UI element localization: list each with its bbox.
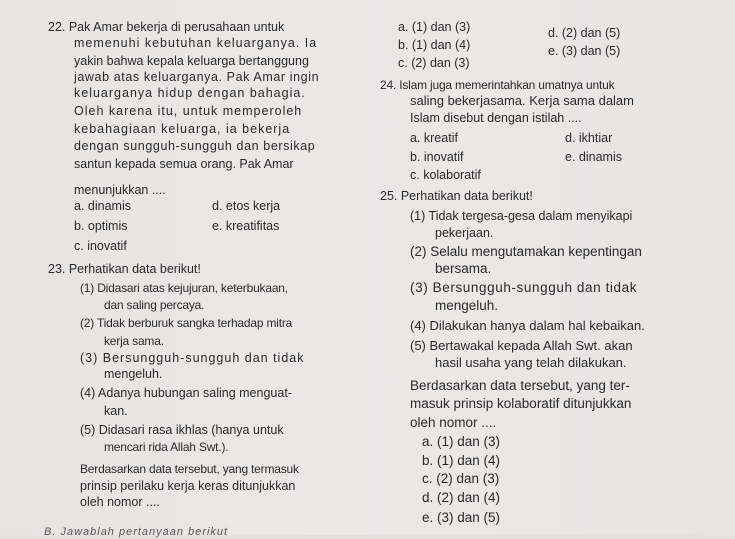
prev-answer-a: a. (1) dan (3) (398, 20, 471, 34)
prev-answer-c: c. (2) dan (3) (398, 56, 470, 70)
q25-statement-4: (4) Dilakukan hanya dalam hal kebaikan. (410, 318, 645, 333)
q24-option-e: e. dinamis (565, 150, 622, 164)
q22-option-e: e. kreatifitas (212, 219, 280, 233)
q22-line-3: yakin bahwa kepala keluarga bertanggung (74, 54, 309, 68)
q25-statement-3b: mengeluh. (435, 298, 499, 313)
q22-line-5: keluarganya hidup dengan bahagia. (74, 86, 306, 100)
prev-answer-d: d. (2) dan (5) (548, 26, 621, 40)
q23-statement-2b: kerja sama. (104, 334, 164, 348)
q22-line-1: 22. Pak Amar bekerja di perusahaan untuk (48, 20, 285, 34)
q24-line-3: Islam disebut dengan istilah .... (410, 111, 582, 125)
q22-option-c: c. inovatif (74, 239, 127, 253)
q23-statement-5: (5) Didasari rasa ikhlas (hanya untuk (80, 423, 284, 437)
q25-stem: 25. Perhatikan data berikut! (380, 189, 533, 203)
q25-statement-5b: hasil usaha yang telah dilakukan. (435, 355, 627, 370)
q25-closing-3: oleh nomor .... (410, 415, 497, 430)
q23-closing-2: prinsip perilaku kerja keras ditunjukkan (80, 479, 296, 493)
q23-statement-3b: mengeluh. (104, 367, 163, 381)
q23-statement-1b: dan saling percaya. (104, 298, 205, 312)
q24-line-1: 24. Islam juga memerintahkan umatnya untuk (380, 78, 615, 92)
prev-answer-b: b. (1) dan (4) (398, 38, 471, 52)
q22-line-9: santun kepada semua orang. Pak Amar (74, 157, 294, 171)
q25-closing-1: Berdasarkan data tersebut, yang ter- (410, 378, 630, 393)
q22-option-d: d. etos kerja (212, 199, 281, 213)
q22-option-b: b. optimis (74, 219, 128, 233)
q25-statement-2b: bersama. (435, 261, 492, 276)
q25-statement-3: (3) Bersungguh-sungguh dan tidak (410, 280, 638, 295)
q23-statement-4b: kan. (104, 404, 128, 418)
q25-option-e: e. (3) dan (5) (422, 510, 501, 525)
q23-statement-4: (4) Adanya hubungan saling menguat- (80, 386, 292, 400)
q22-line-10: menunjukkan .... (74, 183, 166, 197)
q22-option-a: a. dinamis (74, 199, 131, 213)
q25-statement-2: (2) Selalu mengutamakan kepentingan (410, 244, 642, 259)
q24-option-a: a. kreatif (410, 131, 458, 145)
q24-option-d: d. ikhtiar (565, 131, 613, 145)
q25-option-a: a. (1) dan (3) (422, 434, 501, 449)
q23-statement-5b: mencari rida Allah Swt.). (104, 440, 229, 454)
q23-statement-1: (1) Didasari atas kejujuran, keterbukaan, (80, 281, 288, 295)
q25-statement-5: (5) Bertawakal kepada Allah Swt. akan (410, 338, 633, 353)
q25-option-b: b. (1) dan (4) (422, 453, 501, 468)
q24-option-c: c. kolaboratif (410, 168, 481, 182)
prev-answer-e: e. (3) dan (5) (548, 44, 621, 58)
q24-option-b: b. inovatif (410, 150, 464, 164)
section-b-heading-cutoff: B. Jawablah pertanyaan berikut (44, 526, 229, 538)
q23-closing-1: Berdasarkan data tersebut, yang termasuk (80, 462, 299, 476)
q22-line-4: jawab atas keluarganya. Pak Amar ingin (74, 70, 320, 84)
q25-statement-1b: pekerjaan. (435, 226, 494, 240)
q25-closing-2: masuk prinsip kolaboratif ditunjukkan (410, 396, 632, 411)
q22-line-8: dengan sungguh-sungguh dan bersikap (74, 139, 316, 153)
q25-statement-1: (1) Tidak tergesa-gesa dalam menyikapi (410, 209, 633, 223)
q22-line-7: kebahagiaan keluarga, ia bekerja (74, 122, 291, 136)
q23-stem: 23. Perhatikan data berikut! (48, 262, 201, 276)
q23-statement-3: (3) Bersungguh-sungguh dan tidak (80, 351, 305, 365)
q22-line-6: Oleh karena itu, untuk memperoleh (74, 104, 303, 118)
q22-line-2: memenuhi kebutuhan keluarganya. Ia (74, 36, 318, 50)
q24-line-2: saling bekerjasama. Kerja sama dalam (410, 93, 634, 108)
q25-option-c: c. (2) dan (3) (422, 471, 500, 486)
q23-statement-2: (2) Tidak berburuk sangka terhadap mitra (80, 316, 293, 330)
q25-option-d: d. (2) dan (4) (422, 490, 501, 505)
q23-closing-3: oleh nomor .... (80, 495, 160, 509)
